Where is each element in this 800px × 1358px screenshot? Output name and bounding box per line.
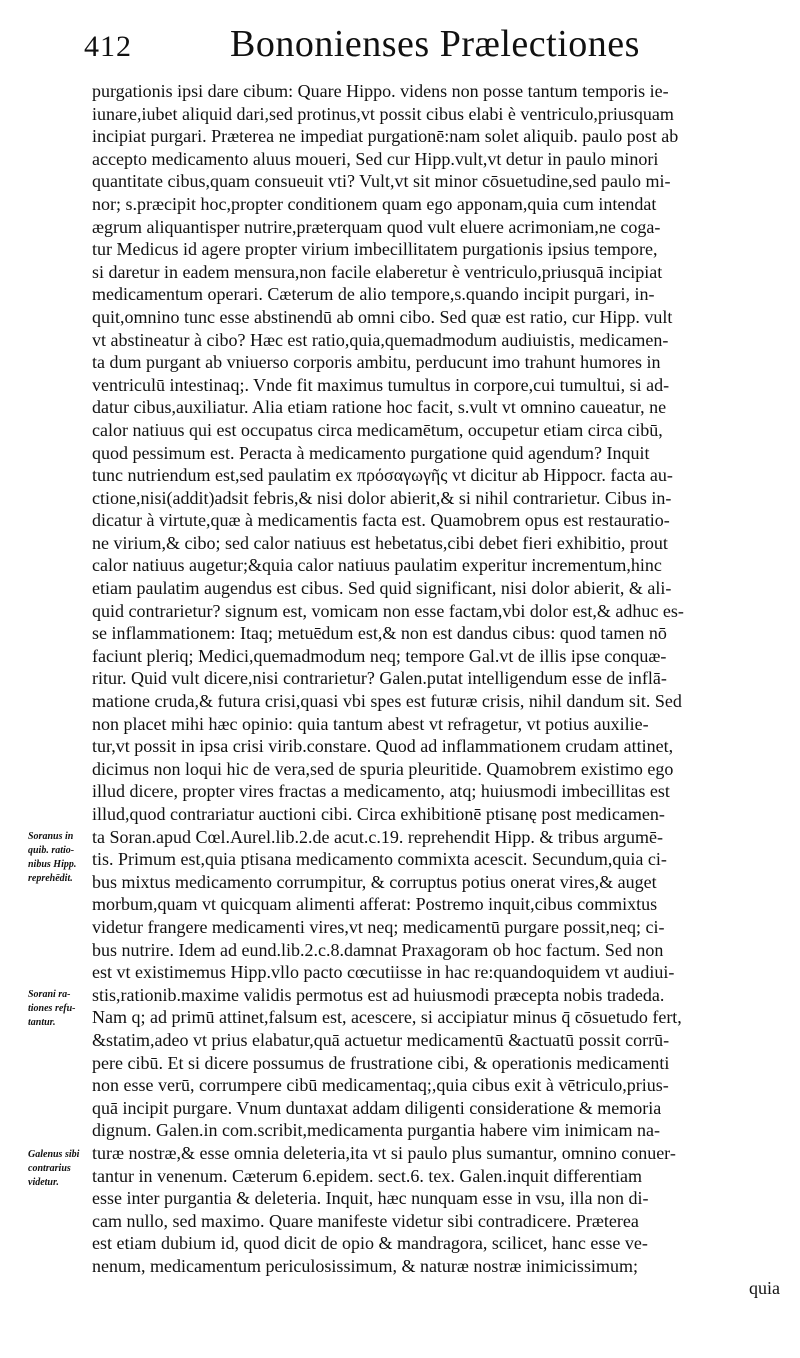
text-line: non placet mihi hæc opinio: quia tantum abest vt refragetur, vt potius auxilie- [92,713,649,734]
text-line: dignum. Galen.in com.scribit,medicamenta purgantia habere vim inimicam na- [92,1120,660,1141]
text-line: bus nutrire. Idem ad eund.lib.2.c.8.damnat Praxagoram ob hoc factum. Sed non [92,939,664,960]
text-line: ctione,nisi(addit)adsit febris,& nisi dolor abierit,& si nihil contrarietur. Cibus in- [92,487,672,508]
text-line: stis,rationib.maxime validis permotus est ad huiusmodi præcepta nobis tradeda. [92,984,665,1005]
text-line: tur,vt possit in ipsa crisi virib.constare. Quod ad inflammationem crudam attinet, [92,736,674,757]
text-line: calor natiuus qui est occupatus circa medicamētum, occupetur etiam circa cibū, [92,419,663,440]
margin-note-line: videtur. [28,1177,59,1188]
text-line: quid contrarietur? signum est, vomicam non esse factam,vbi dolor est,& adhuc es- [92,600,684,621]
text-line: esse inter purgantia & deleteria. Inquit, hæc nunquam esse in vsu, illa non di- [92,1188,649,1209]
text-line: ta Soran.apud Cœl.Aurel.lib.2.de acut.c.19. reprehendit Hipp. & tribus argumē- [92,826,664,847]
text-line: est etiam dubium id, quod dicit de opio & mandragora, scilicet, hanc esse ve- [92,1233,648,1254]
page-header [0,14,800,74]
text-line: matione cruda,& futura crisi,quasi vbi spes est futuræ crisis, nihil dandum sit. Sed [92,691,682,712]
text-line: purgationis ipsi dare cibum: Quare Hippo. videns non posse tantum temporis ie- [92,81,669,101]
text-line: si daretur in eadem mensura,non facile elaberetur è ventriculo,priusquā incipiat [92,261,663,282]
text-line: ægrum aliquantisper nutrire,præterquam quod vult eluere acrimoniam,ne coga- [92,216,661,237]
margin-note-sorani-rationes [28,988,94,1030]
margin-note-line: tantur. [28,1017,56,1028]
text-line: incipiat purgari. Præterea ne impediat purgationē:nam solet aliquib. paulo post ab [92,126,679,147]
margin-note-line: Soranus in [28,831,74,842]
margin-note-line: quib. ratio- [28,845,75,856]
text-line: calor natiuus augetur;&quia calor natiuus paulatim experitur incrementum,hinc [92,555,662,576]
text-line: medicamentum operari. Cæterum de alio tempore,s.quando incipit purgari, in- [92,284,655,305]
text-line: quit,omnino tunc esse abstinendū ab omni cibo. Sed quæ est ratio, cur Hipp. vult [92,306,673,327]
body-text [92,80,780,1300]
text-line: bus mixtus medicamento corrumpitur, & corruptus potius onerat vires,& auget [92,871,657,892]
margin-note-galenus [28,1148,94,1190]
text-line: cam nullo, sed maximo. Quare manifeste videtur sibi contradicere. Præterea [92,1210,639,1231]
running-head: Bononienses Prælectiones [230,23,640,65]
text-line: tur Medicus id agere propter virium imbecillitatem purgationis ipsius tempore, [92,239,658,260]
text-line: se inflammationem: Itaq; metuēdum est,& non est dandus cibus: quod tamen nō [92,623,667,644]
text-line: nenum, medicamentum periculosissimum, & naturæ nostræ inimicissimum; [92,1255,638,1276]
text-line: accepto medicamento aluus moueri, Sed cur Hipp.vult,vt detur in paulo minori [92,148,659,169]
text-line: tis. Primum est,quia ptisana medicamento commixta acescit. Secundum,quia ci- [92,849,667,870]
text-line: illud dicere, propter vires fractas a medicamento, atq; huiusmodi imbecillitas est [92,781,670,802]
text-line: tunc nutriendum est,sed paulatim ex πρόσαγωγῆς vt dicitur ab Hippocr. facta au- [92,465,673,486]
catchword: quia [749,1278,780,1299]
text-line: est vt existimemus Hipp.vllo pacto cœcutiisse in hac re:quandoquidem vt audiui- [92,962,675,983]
text-line: tantur in venenum. Cæterum 6.epidem. sect.6. tex. Galen.inquit differentiam [92,1165,643,1186]
margin-note-line: reprehēdit. [28,873,73,884]
page-number: 412 [84,30,132,63]
margin-note-soranus [28,830,94,886]
margin-note-line: Galenus sibi [28,1149,80,1160]
text-line: iunare,iubet aliquid dari,sed protinus,vt possit cibus elabi è ventriculo,priusquam [92,103,674,124]
text-line: quantitate cibus,quam consueuit vti? Vult,vt sit minor cōsuetudine,sed paulo mi- [92,171,671,192]
text-line: pere cibū. Et si dicere possumus de frustratione cibi, & operationis medicamenti [92,1052,670,1073]
margin-note-line: nibus Hipp. [28,859,77,870]
text-line: etiam paulatim augendus est cibus. Sed quid significant, nisi dolor abierit, & ali- [92,578,672,599]
text-line: ventriculū intestinaq;. Vnde fit maximus tumultus in corpore,cui tumultui, si ad- [92,374,670,395]
text-line: &statim,adeo vt prius elabatur,quā actuetur medicamentū &actuatū possit corrū- [92,1029,670,1050]
margin-note-line: Sorani ra- [28,989,71,1000]
text-line: dicatur à virtute,quæ à medicamentis facta est. Quamobrem opus est restauratio- [92,510,670,531]
text-line: ritur. Quid vult dicere,nisi contrarietur? Galen.putat intelligendum esse de inflā- [92,668,667,689]
text-line: morbum,quam vt quicquam alimenti afferat: Postremo inquit,cibus commixtus [92,894,658,915]
margin-note-line: tiones refu- [28,1003,76,1014]
text-line: dicimus non loqui hic de vera,sed de spuria pleuritide. Quamobrem existimo ego [92,758,674,779]
text-line: quod pessimum est. Peracta à medicamento purgatione quid agendum? Inquit [92,442,650,463]
margin-note-line: contrarius [28,1163,71,1174]
text-line: nor; s.præcipit hoc,propter conditionem quam ego apponam,quia cum intendat [92,193,657,214]
text-line: videtur frangere medicamenti vires,vt neq; medicamentū purgare possit,neq; ci- [92,916,665,937]
text-line: ta dum purgant ab vniuerso corporis ambitu, perducunt imo trahunt humores in [92,352,661,373]
text-line: Nam q; ad primū attinet,falsum est, acescere, si accipiatur minus q̄ cōsuetudo fert, [92,1007,682,1028]
text-line: ne virium,& cibo; sed calor natiuus est hebetatus,cibi debet fieri exhibitio, prout [92,532,668,553]
text-line: datur cibus,auxiliatur. Alia etiam ratione hoc facit, s.vult vt omnino caueatur, ne [92,397,667,418]
text-line: illud,quod contrariatur auctioni cibi. Circa exhibitionē ptisanę post medicamen- [92,804,665,824]
text-line: non esse verū, corrumpere cibū medicamentaq;,quia cibus exit à vētriculo,prius- [92,1075,669,1096]
text-line: turæ nostræ,& esse omnia deleteria,ita vt si paulo plus sumantur, omnino conuer- [92,1142,676,1163]
text-line: quā incipit purgare. Vnum duntaxat addam diligenti consideratione & memoria [92,1097,662,1118]
text-line: vt abstineatur à cibo? Hæc est ratio,quia,quemadmodum audiuistis, medicamen- [92,329,669,350]
text-line: faciunt pleriq; Medici,quemadmodum neq; tempore Gal.vt de illis ipse conquæ- [92,645,667,666]
